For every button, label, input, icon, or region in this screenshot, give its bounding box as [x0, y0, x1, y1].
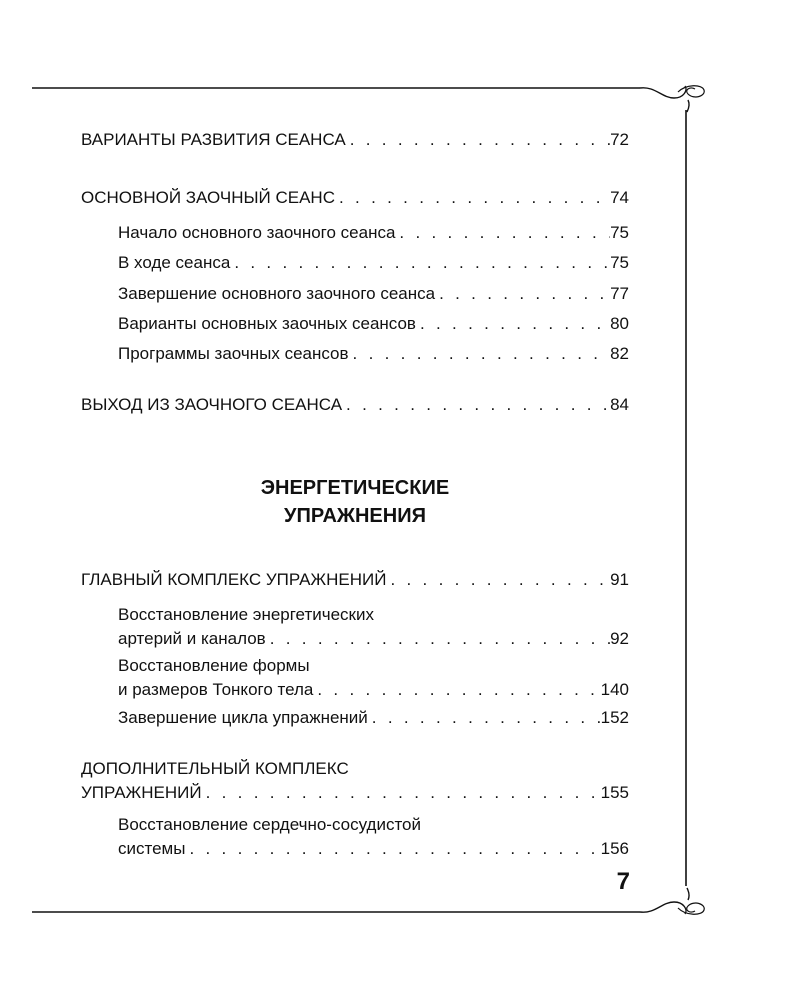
toc-entry-page: 84: [610, 395, 629, 414]
dot-leader: [266, 627, 610, 651]
toc-entry-exit-session: [81, 393, 629, 417]
toc-entry-page: 152: [600, 708, 629, 727]
toc-entry-main-end: [118, 282, 629, 306]
dot-leader: [386, 568, 610, 592]
dot-leader: [230, 251, 610, 275]
toc-entry-programs: [118, 342, 629, 366]
section-heading-line-1: ЭНЕРГЕТИЧЕСКИЕ: [260, 477, 450, 499]
toc-entry-title-line-2: артерий и каналов: [118, 629, 266, 648]
toc-entry-title: Начало основного заочного сеанса: [118, 223, 396, 242]
toc-entry-title: Варианты основных заочных сеансов: [118, 314, 416, 333]
toc-entry-title-line-1: ДОПОЛНИТЕЛЬНЫЙ КОМПЛЕКС: [81, 759, 349, 778]
toc-entry-title: ОСНОВНОЙ ЗАОЧНЫЙ СЕАНС: [81, 188, 335, 207]
toc-entry-title: Завершение цикла упражнений: [118, 708, 368, 727]
toc-entry-page: 140: [600, 680, 629, 699]
toc-entry-title-line-2: и размеров Тонкого тела: [118, 680, 314, 699]
toc-entry-title-line-2: УПРАЖНЕНИЙ: [81, 783, 202, 802]
dot-leader: [342, 393, 610, 417]
toc-entry-page: 92: [610, 629, 629, 648]
section-heading-line-2: УПРАЖНЕНИЯ: [284, 505, 426, 527]
toc-entry-main-start: [118, 221, 629, 245]
dot-leader: [185, 837, 600, 861]
toc-entry-title: ВАРИАНТЫ РАЗВИТИЯ СЕАНСА: [81, 130, 346, 149]
section-heading: [0, 474, 710, 530]
dot-leader: [335, 186, 610, 210]
toc-entry-during-session: [118, 251, 629, 275]
dot-leader: [313, 678, 600, 702]
page-number: 7: [616, 868, 630, 895]
toc-entry-title: Завершение основного заочного сеанса: [118, 284, 436, 303]
toc-entry-page: 155: [600, 783, 629, 802]
toc-entry-title-line-1: Восстановление энергетических: [118, 605, 374, 624]
toc-entry-main-complex: [81, 568, 629, 592]
dot-leader: [349, 342, 611, 366]
toc-entry-page: 75: [610, 223, 629, 242]
toc-entry-title-line-1: Восстановление формы: [118, 656, 310, 675]
toc-entry-cycle-end: [118, 706, 629, 730]
toc-entry-extra-complex: [81, 757, 629, 805]
toc-entry-page: 72: [610, 130, 629, 149]
dot-leader: [416, 312, 610, 336]
toc-entry-title: Программы заочных сеансов: [118, 344, 349, 363]
dot-leader: [395, 221, 610, 245]
toc-entry-page: 80: [610, 314, 629, 333]
toc-entry-restore-cardio: [118, 813, 629, 861]
toc-entry-title: ВЫХОД ИЗ ЗАОЧНОГО СЕАНСА: [81, 395, 343, 414]
toc-entry-variants-session: [81, 128, 629, 152]
toc-entry-page: 75: [610, 253, 629, 272]
toc-entry-restore-arteries: [118, 603, 629, 651]
toc-entry-main-variants: [118, 312, 629, 336]
dot-leader: [346, 128, 610, 152]
toc-entry-page: 156: [600, 839, 629, 858]
toc-entry-page: 77: [610, 284, 629, 303]
toc-entry-title-line-1: Восстановление сердечно-сосудистой: [118, 815, 421, 834]
toc-entry-title: В ходе сеанса: [118, 253, 231, 272]
toc-entry-page: 91: [610, 570, 629, 589]
dot-leader: [435, 282, 610, 306]
toc-entry-main-session: [81, 186, 629, 210]
dot-leader: [368, 706, 601, 730]
toc-entry-title-line-2: системы: [118, 839, 186, 858]
dot-leader: [202, 781, 601, 805]
toc-entry-page: 82: [610, 344, 629, 363]
toc-entry-page: 74: [610, 188, 629, 207]
toc-entry-restore-form: [118, 654, 629, 702]
toc-entry-title: ГЛАВНЫЙ КОМПЛЕКС УПРАЖНЕНИЙ: [81, 570, 387, 589]
